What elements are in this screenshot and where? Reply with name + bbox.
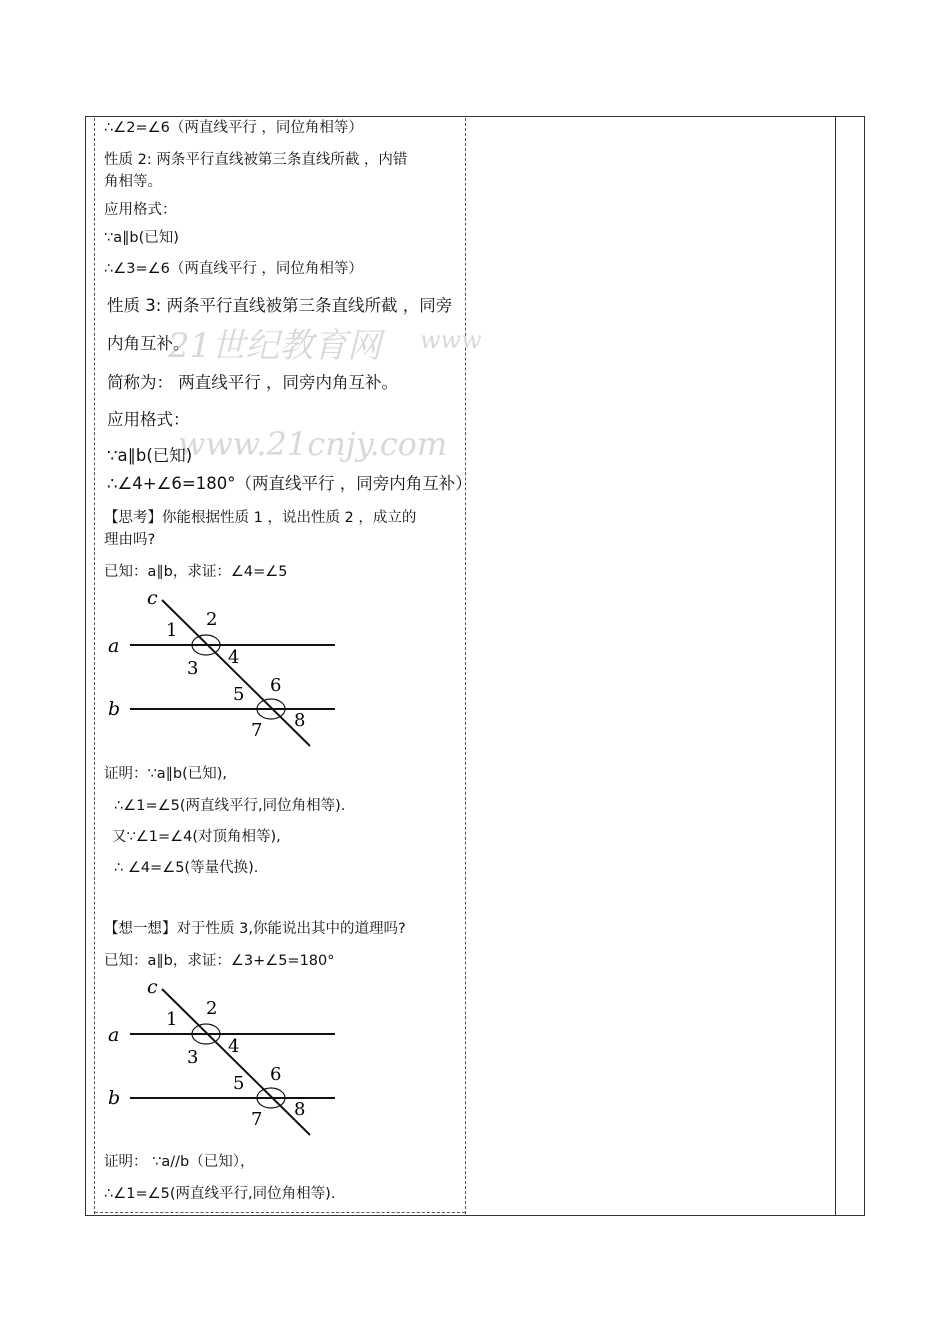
label-a: a <box>108 635 120 657</box>
parallel-lines-figure-2 <box>100 977 350 1137</box>
label-c: c <box>147 977 158 998</box>
proof-line: 证明：∵a∥b(已知), <box>104 766 227 782</box>
angle-label-8: 8 <box>294 1099 306 1120</box>
text-line: 应用格式： <box>104 202 177 218</box>
text-line: 理由吗? <box>104 532 156 548</box>
label-b: b <box>108 698 121 720</box>
watermark-partial: www <box>420 326 482 354</box>
property-2-title: 性质 2: 两条平行直线被第三条直线所截 ，内错 <box>104 152 408 168</box>
angle-label-1: 1 <box>166 620 178 641</box>
text-line: 应用格式： <box>107 410 190 429</box>
angle-label-6: 6 <box>270 675 282 696</box>
watermark-site-name: 21世纪教育网 <box>168 326 382 366</box>
text-line: ∴∠4+∠6=180°（两直线平行 ，同旁内角互补） <box>107 474 472 493</box>
line-c <box>162 600 310 746</box>
given-statement-1: 已知：a∥b，求证：∠4=∠5 <box>104 564 288 580</box>
text-line: 简称为： 两直线平行 ，同旁内角互补。 <box>107 373 398 392</box>
text-line: ∵a∥b(已知) <box>107 446 193 465</box>
proof-line: ∴∠1=∠5(两直线平行,同位角相等). <box>114 798 346 814</box>
dashed-border-right <box>465 118 466 1214</box>
angle-label-4: 4 <box>228 1036 240 1057</box>
angle-label-3: 3 <box>187 658 199 679</box>
proof-line: ∴ ∠4=∠5(等量代换). <box>114 860 259 876</box>
text-line: ∴∠2=∠6（两直线平行 ，同位角相等） <box>104 120 363 136</box>
angle-label-5: 5 <box>233 684 245 705</box>
angle-label-7: 7 <box>251 1109 263 1130</box>
angle-label-1: 1 <box>166 1009 178 1030</box>
think-question: 【思考】你能根据性质 1 ，说出性质 2 ，成立的 <box>104 510 417 526</box>
proof-line: ∴∠1=∠5(两直线平行,同位角相等). <box>104 1186 336 1202</box>
dashed-border-bottom <box>95 1212 465 1213</box>
text-line: ∵a∥b(已知) <box>104 230 179 246</box>
label-a: a <box>108 1024 120 1046</box>
dashed-border-left <box>94 118 95 1214</box>
text-line: ∴∠3=∠6（两直线平行 ，同位角相等） <box>104 261 363 277</box>
line-c <box>162 989 310 1135</box>
angle-label-2: 2 <box>206 609 218 630</box>
text-line: 角相等。 <box>104 174 162 190</box>
angle-label-7: 7 <box>251 720 263 741</box>
label-c: c <box>147 588 158 609</box>
label-b: b <box>108 1087 121 1109</box>
reflect-question: 【想一想】对于性质 3,你能说出其中的道理吗? <box>104 921 406 937</box>
proof-line: 证明： ∵a//b（已知）， <box>104 1154 255 1170</box>
parallel-lines-figure-1 <box>100 588 350 748</box>
angle-label-3: 3 <box>187 1047 199 1068</box>
angle-label-2: 2 <box>206 998 218 1019</box>
given-statement-2: 已知：a∥b，求证：∠3+∠5=180° <box>104 953 335 969</box>
angle-label-5: 5 <box>233 1073 245 1094</box>
proof-line: 又∵∠1=∠4(对顶角相等), <box>112 829 281 845</box>
angle-label-6: 6 <box>270 1064 282 1085</box>
watermark-url: www.21cnjy.com <box>178 425 448 463</box>
table-divider-right <box>835 116 836 1216</box>
angle-label-4: 4 <box>228 647 240 668</box>
angle-label-8: 8 <box>294 710 306 731</box>
text-line: 内角互补。 <box>107 334 190 353</box>
property-3-title: 性质 3: 两条平行直线被第三条直线所截 ，同旁 <box>107 296 453 315</box>
